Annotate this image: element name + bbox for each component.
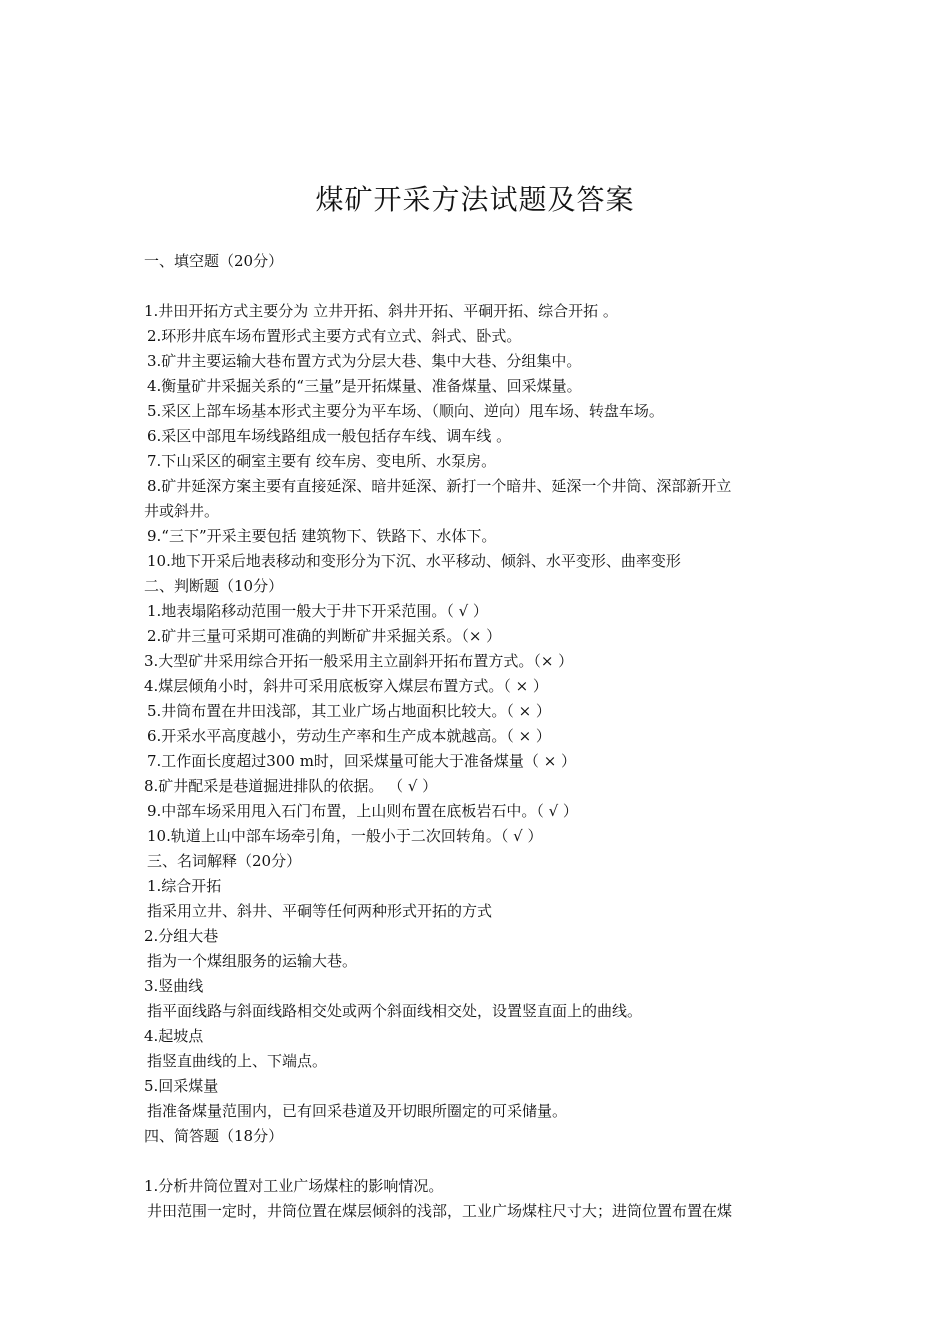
true-false-item-8: 8.矿井配采是巷道掘进排队的依据。 （ √ ） — [144, 777, 438, 795]
fill-in-item-8: 8.矿井延深方案主要有直接延深、暗井延深、新打一个暗井、延深一个井筒、深部新开立 — [147, 477, 732, 495]
true-false-item-2: 2.矿井三量可采期可准确的判断矿井采掘关系。（× ） — [147, 627, 502, 645]
definition-text-4: 指竖直曲线的上、下端点。 — [147, 1052, 328, 1070]
true-false-item-4: 4.煤层倾角小时，斜井可采用底板穿入煤层布置方式。（ × ） — [144, 677, 548, 695]
definition-term-5: 5.回采煤量 — [144, 1077, 219, 1095]
fill-in-item-1: 1.井田开拓方式主要分为 立井开拓、斜井开拓、平硐开拓、综合开拓 。 — [144, 302, 618, 320]
section-heading-true-false: 二、判断题（10分） — [144, 577, 284, 595]
true-false-item-6: 6.开采水平高度越小，劳动生产率和生产成本就越高。（ × ） — [147, 727, 551, 745]
fill-in-item-2: 2.环形井底车场布置形式主要方式有立式、斜式、卧式。 — [147, 327, 522, 345]
true-false-item-9: 9.中部车场采用甩入石门布置，上山则布置在底板岩石中。（ √ ） — [147, 802, 578, 820]
true-false-item-1: 1.地表塌陷移动范围一般大于井下开采范围。（ √ ） — [147, 602, 488, 620]
fill-in-item-10: 10.地下开采后地表移动和变形分为下沉、水平移动、倾斜、水平变形、曲率变形 — [147, 552, 681, 570]
definition-term-1: 1.综合开拓 — [147, 877, 222, 895]
fill-in-item-9: 9.“三下”开采主要包括 建筑物下、铁路下、水体下。 — [147, 527, 497, 545]
definition-text-2: 指为一个煤组服务的运输大巷。 — [147, 952, 358, 970]
document-title: 煤矿开采方法试题及答案 — [315, 183, 635, 216]
fill-in-item-6: 6.采区中部甩车场线路组成一般包括存车线、调车线 。 — [147, 427, 512, 445]
fill-in-item-5: 5.采区上部车场基本形式主要分为平车场、（顺向、逆向）甩车场、转盘车场。 — [147, 402, 664, 420]
definition-text-5: 指准备煤量范围内，已有回采巷道及开切眼所圈定的可采储量。 — [147, 1102, 568, 1120]
fill-in-item-7: 7.下山采区的硐室主要有 绞车房、变电所、水泵房。 — [147, 452, 497, 470]
true-false-item-10: 10.轨道上山中部车场牵引角，一般小于二次回转角。（ √ ） — [147, 827, 543, 845]
short-answer-answer-1: 井田范围一定时，井筒位置在煤层倾斜的浅部，工业广场煤柱尺寸大；进筒位置布置在煤 — [147, 1202, 733, 1220]
definition-term-2: 2.分组大巷 — [144, 927, 219, 945]
definition-text-3: 指平面线路与斜面线路相交处或两个斜面线相交处，设置竖直面上的曲线。 — [147, 1002, 643, 1020]
definition-text-1: 指采用立井、斜井、平硐等任何两种形式开拓的方式 — [147, 902, 493, 920]
section-heading-fill-in: 一、填空题（20分） — [144, 252, 284, 270]
short-answer-question-1: 1.分析井筒位置对工业广场煤柱的影响情况。 — [144, 1177, 444, 1195]
fill-in-item-3: 3.矿井主要运输大巷布置方式为分层大巷、集中大巷、分组集中。 — [147, 352, 582, 370]
section-heading-definitions: 三、名词解释（20分） — [147, 852, 302, 870]
true-false-item-7: 7.工作面长度超过300 m时，回采煤量可能大于准备煤量（ × ） — [147, 752, 577, 770]
true-false-item-5: 5.井筒布置在井田浅部，其工业广场占地面积比较大。（ × ） — [147, 702, 551, 720]
true-false-item-3: 3.大型矿井采用综合开拓一般采用主立副斜开拓布置方式。（× ） — [144, 652, 574, 670]
definition-term-3: 3.竖曲线 — [144, 977, 204, 995]
fill-in-item-8-continued: 井或斜井。 — [144, 502, 220, 520]
fill-in-item-4: 4.衡量矿井采掘关系的“三量”是开拓煤量、准备煤量、回采煤量。 — [147, 377, 582, 395]
section-heading-short-answer: 四、简答题（18分） — [144, 1127, 284, 1145]
definition-term-4: 4.起坡点 — [144, 1027, 204, 1045]
